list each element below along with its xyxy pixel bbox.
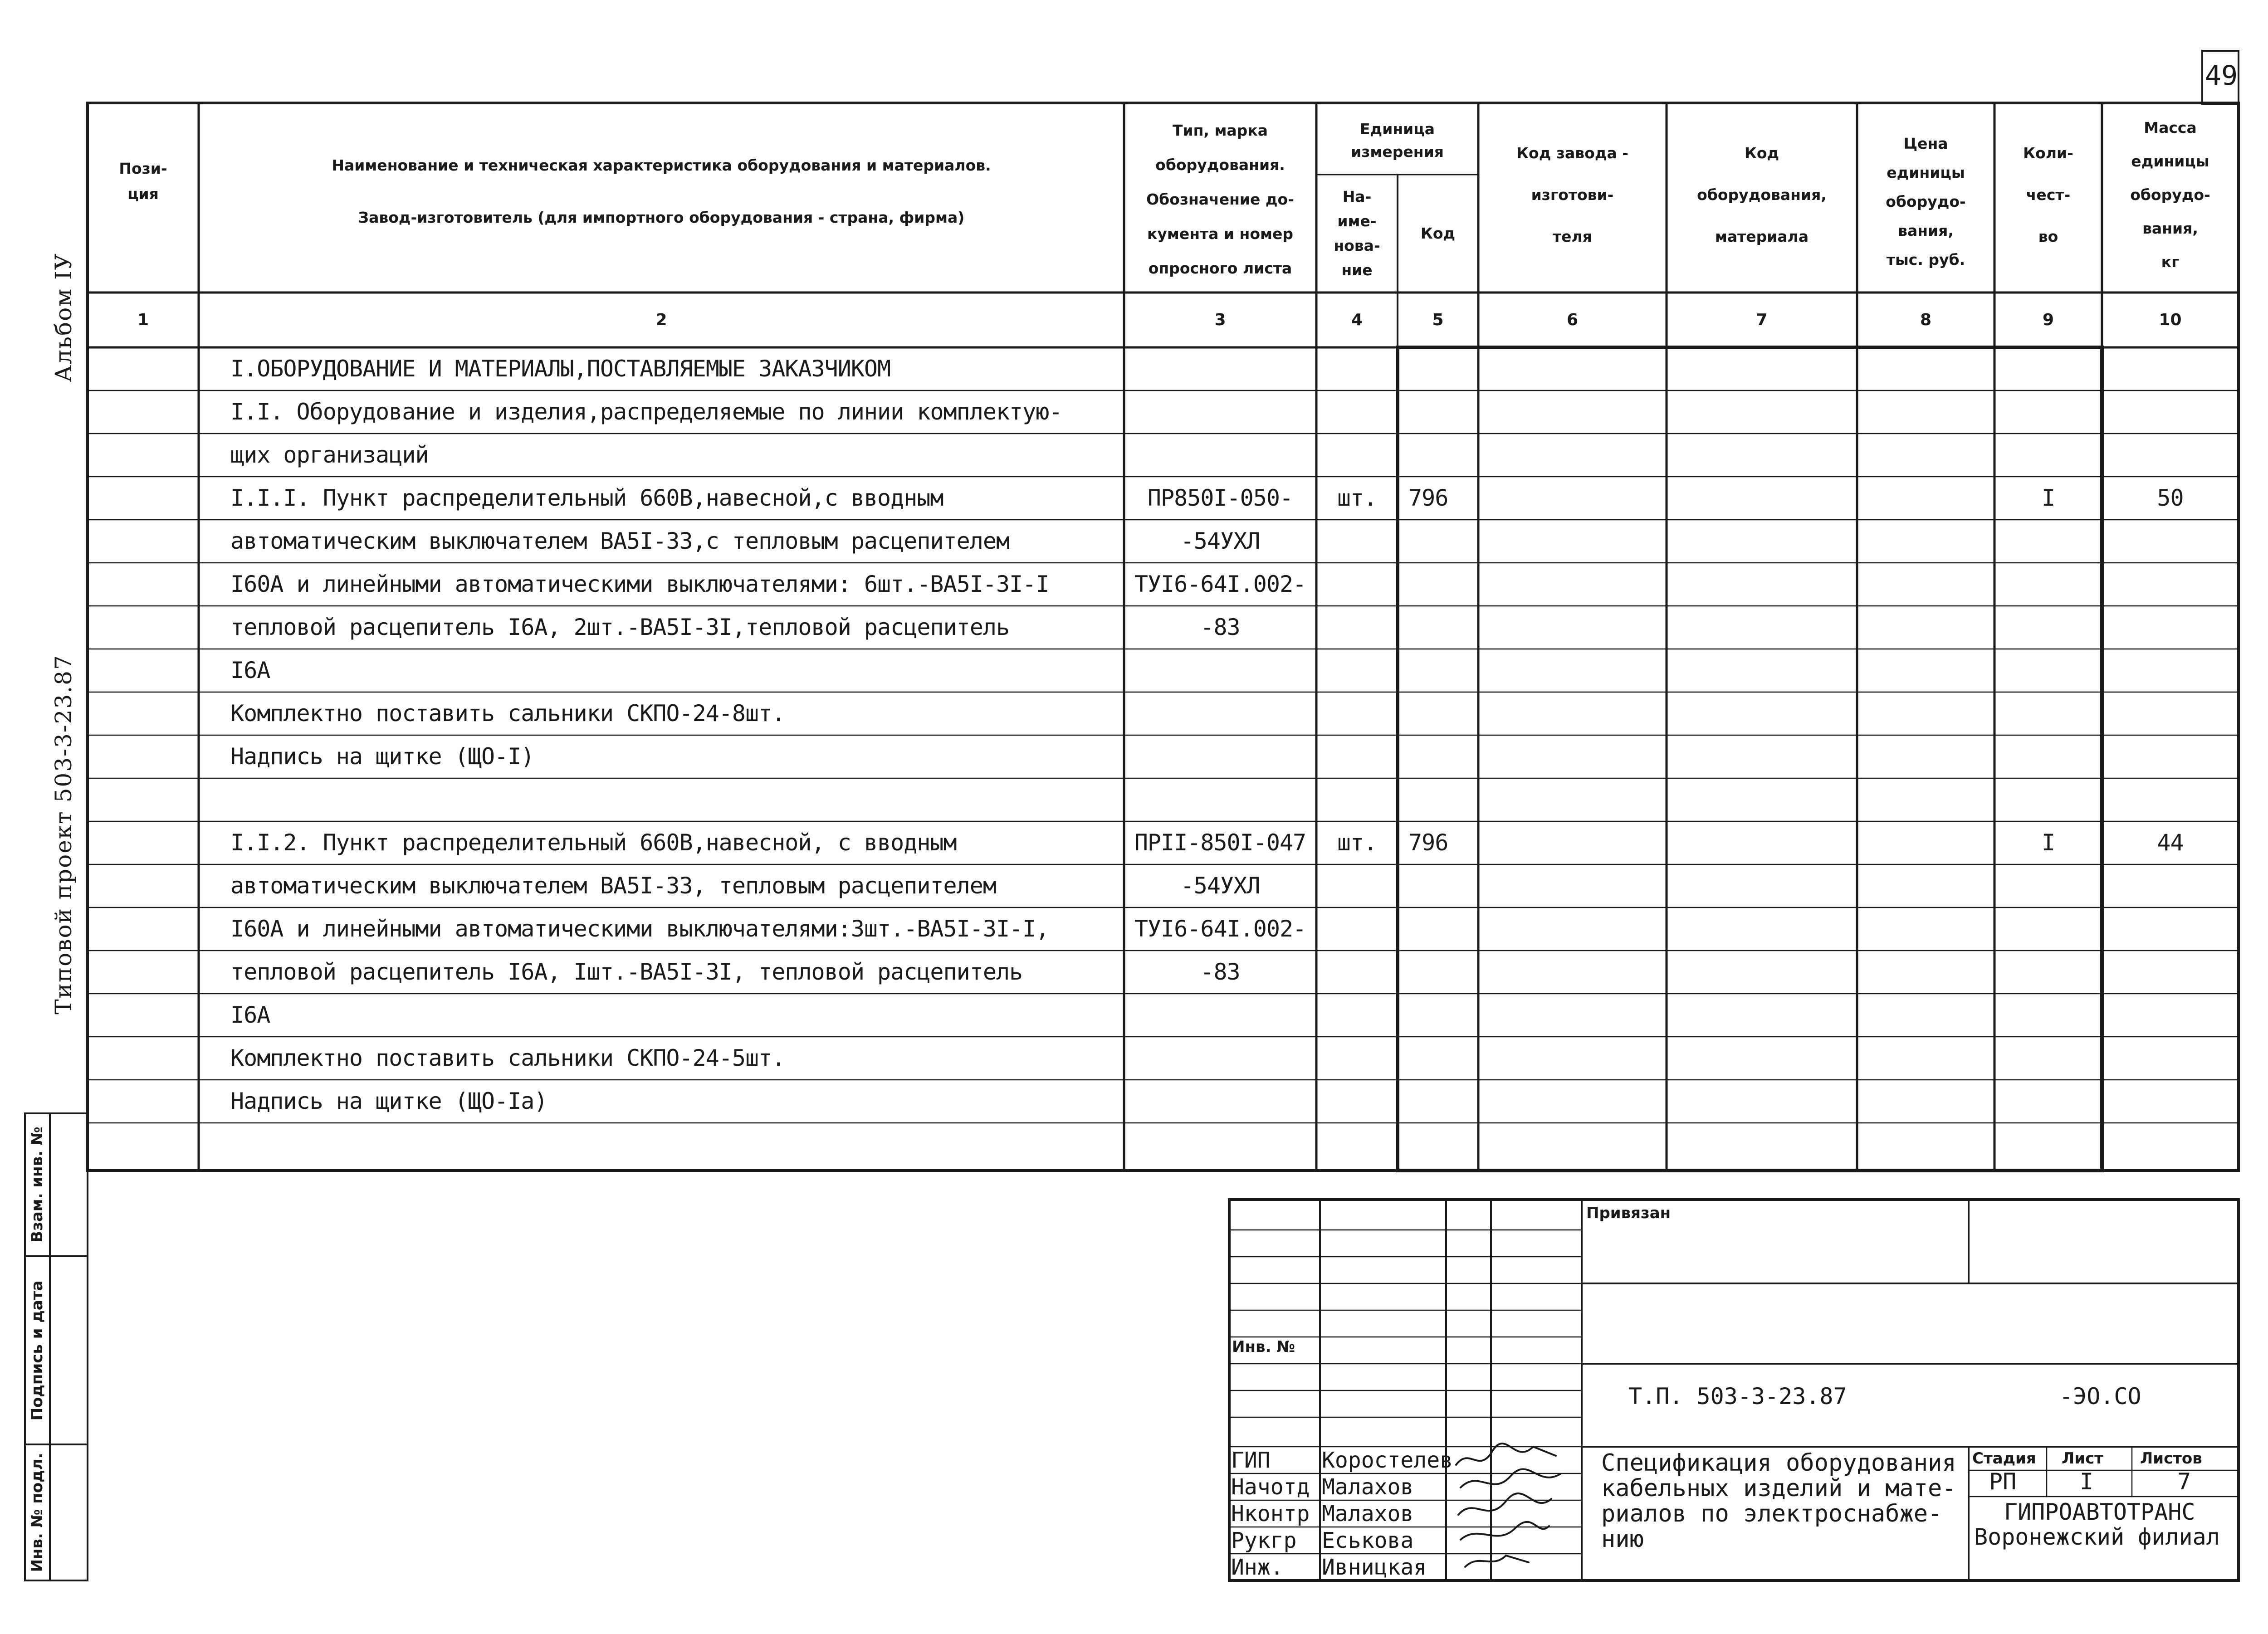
- cell-c10: [2102, 563, 2239, 606]
- cell-c4: [1316, 434, 1398, 477]
- cell-c9: [1994, 864, 2102, 907]
- cell-c9: [1994, 1123, 2102, 1166]
- column-number-10: 10: [2159, 311, 2182, 329]
- column-number-5: 5: [1432, 311, 1444, 329]
- cell-c10: [2102, 907, 2239, 951]
- cell-c9: [1994, 994, 2102, 1037]
- header-price: Цена единицы оборудо- вания, тыс. руб.: [1886, 135, 1966, 268]
- page-number: 49: [2204, 60, 2238, 92]
- cell-c5: [1408, 692, 1476, 735]
- header-factory-code: Код завода - изготови- теля: [1516, 144, 1628, 245]
- column-number-4: 4: [1351, 311, 1363, 329]
- cell-c5: [1408, 390, 1476, 434]
- sheet-title: Спецификация оборудования кабельных изделий и мате- риалов по электроснабже- нию: [1601, 1449, 1956, 1553]
- cell-c2: щих организаций: [230, 442, 429, 468]
- cell-c2: I.I.I. Пункт распределительный 660В,навесной,с вводным: [230, 485, 943, 511]
- cell-c4: [1316, 778, 1398, 821]
- cell-c2: Надпись на щитке (ЩО-I): [230, 743, 534, 770]
- cell-c3: ТУI6-64I.002-: [1134, 571, 1306, 597]
- cell-c3: ТУI6-64I.002-: [1134, 916, 1306, 942]
- cell-c5: [1408, 1123, 1476, 1166]
- signature-name: Ивницкая: [1322, 1555, 1427, 1580]
- cell-c3: [1126, 994, 1315, 1037]
- cell-c9: [1994, 951, 2102, 994]
- header-type: Тип, марка оборудования. Обозначение до- кумента и номер опросного листа: [1146, 122, 1294, 277]
- cell-c5: [1408, 864, 1476, 907]
- cell-c2: I6A: [230, 657, 270, 683]
- cell-c2: тепловой расцепитель I6A, 2шт.-ВА5I-3I,тепловой расцепитель: [230, 614, 1010, 640]
- cell-c10: [2102, 649, 2239, 692]
- cell-c5: [1408, 347, 1476, 390]
- header-unit: Единица измерения: [1351, 120, 1444, 161]
- cell-c5: [1408, 735, 1476, 778]
- cell-c9: [1994, 649, 2102, 692]
- cell-c4: [1316, 390, 1398, 434]
- cell-c9: [1994, 606, 2102, 649]
- cell-c10: [2102, 951, 2239, 994]
- cell-c4: [1316, 347, 1398, 390]
- cell-c9: [1994, 735, 2102, 778]
- cell-c3: [1126, 1123, 1315, 1166]
- cell-c5: [1408, 563, 1476, 606]
- organization-branch: Воронежский филиал: [1974, 1524, 2220, 1550]
- cell-c10: [2102, 1123, 2239, 1166]
- column-number-6: 6: [1566, 311, 1579, 329]
- cell-c3: [1126, 347, 1315, 390]
- cell-c9: [1994, 563, 2102, 606]
- cell-c4: шт.: [1337, 829, 1377, 856]
- cell-c9: [1994, 347, 2102, 390]
- stamp-inv-repl-label: Взам. инв. №: [28, 1127, 46, 1243]
- cell-c4: [1316, 994, 1398, 1037]
- cell-c5: 796: [1408, 485, 1448, 511]
- cell-c4: [1316, 951, 1398, 994]
- cell-c2: [230, 778, 1119, 821]
- signature-role: ГИП: [1231, 1448, 1271, 1473]
- cell-c3: [1126, 1037, 1315, 1080]
- cell-c5: [1408, 1080, 1476, 1123]
- cell-c10: [2102, 1080, 2239, 1123]
- cell-c4: [1316, 1037, 1398, 1080]
- cell-c9: [1994, 520, 2102, 563]
- sheets-value: 7: [2177, 1468, 2191, 1495]
- document-suffix: -ЭО.СО: [2059, 1383, 2141, 1410]
- cell-c3: [1126, 434, 1315, 477]
- cell-c2: I.ОБОРУДОВАНИЕ И МАТЕРИАЛЫ,ПОСТАВЛЯЕМЫЕ ЗАКАЗЧИКОМ: [230, 356, 891, 382]
- cell-c10: [2102, 434, 2239, 477]
- column-number-1: 1: [137, 311, 149, 329]
- signature-role: Рукгр: [1231, 1528, 1297, 1553]
- cell-c10: [2102, 520, 2239, 563]
- cell-c4: [1316, 735, 1398, 778]
- cell-c10: [2102, 390, 2239, 434]
- header-name-line1: Наименование и техническая характеристика оборудования и материалов.: [332, 156, 991, 174]
- cell-c2: [230, 1123, 1119, 1166]
- cell-c5: [1408, 434, 1476, 477]
- cell-c3: [1126, 735, 1315, 778]
- header-mass: Масса единицы оборудо- вания, кг: [2130, 119, 2210, 271]
- cell-c2: Комплектно поставить сальники СКПО-24-8шт.: [230, 700, 785, 727]
- cell-c2: I.I. Оборудование и изделия,распределяемые по линии комплектую-: [230, 399, 1062, 425]
- cell-c5: [1408, 606, 1476, 649]
- header-name-line2: Завод-изготовитель (для импортного оборудования - страна, фирма): [358, 209, 965, 226]
- cell-c9: [1994, 434, 2102, 477]
- cell-c2: тепловой расцепитель I6A, Iшт.-ВА5I-3I, тепловой расцепитель: [230, 959, 1023, 985]
- header-equipment-code: Код оборудования, материала: [1697, 144, 1827, 245]
- signature-name: Малахов: [1322, 1474, 1414, 1500]
- project-label: Типовой проект 503-3-23.87: [50, 654, 77, 1015]
- cell-c4: [1316, 1123, 1398, 1166]
- cell-c10: [2102, 778, 2239, 821]
- cell-c4: шт.: [1337, 485, 1377, 511]
- cell-c5: [1408, 951, 1476, 994]
- cell-c5: 796: [1408, 829, 1448, 856]
- handwritten-signatures: [1452, 1438, 1569, 1574]
- cell-c4: [1316, 907, 1398, 951]
- signature-name: Коростелев: [1322, 1448, 1453, 1473]
- bound-label: Привязан: [1586, 1204, 1671, 1222]
- sheet-label: Лист: [2062, 1449, 2103, 1468]
- cell-c2: I60A и линейными автоматическими выключателями: 6шт.-ВА5I-3I-I: [230, 571, 1049, 597]
- column-number-7: 7: [1756, 311, 1768, 329]
- cell-c3: -83: [1200, 614, 1240, 640]
- sheets-label: Листов: [2140, 1449, 2202, 1468]
- cell-c9: [1994, 1037, 2102, 1080]
- cell-c10: [2102, 994, 2239, 1037]
- cell-c3: -54УХЛ: [1180, 873, 1260, 899]
- cell-c9: [1994, 1080, 2102, 1123]
- cell-c5: [1408, 994, 1476, 1037]
- cell-c4: [1316, 649, 1398, 692]
- stamp-inv-orig-label: Инв. № подл.: [28, 1453, 46, 1572]
- cell-c2: I60A и линейными автоматическими выключателями:3шт.-ВА5I-3I-I,: [230, 916, 1049, 942]
- cell-c2: Надпись на щитке (ЩО-Iа): [230, 1088, 547, 1114]
- column-number-3: 3: [1214, 311, 1226, 329]
- cell-c3: ПР850I-050-: [1147, 485, 1293, 511]
- header-unit-name: На- име- нова- ние: [1334, 188, 1380, 279]
- signature-role: Начотд: [1231, 1474, 1310, 1500]
- cell-c4: [1316, 692, 1398, 735]
- cell-c3: [1126, 649, 1315, 692]
- cell-c2: автоматическим выключателем ВА5I-33,с тепловым расцепителем: [230, 528, 1010, 554]
- cell-c2: Комплектно поставить сальники СКПО-24-5шт.: [230, 1045, 785, 1071]
- cell-c10: [2102, 606, 2239, 649]
- cell-c10: [2102, 1037, 2239, 1080]
- album-label: Альбом IУ: [50, 253, 77, 382]
- cell-c3: -54УХЛ: [1180, 528, 1260, 554]
- inv-number-label: Инв. №: [1232, 1338, 1295, 1356]
- cell-c9: [1994, 692, 2102, 735]
- cell-c9: [1994, 907, 2102, 951]
- cell-c3: [1126, 692, 1315, 735]
- cell-c4: [1316, 563, 1398, 606]
- organization-name: ГИПРОАВТОТРАНС: [2004, 1499, 2195, 1525]
- cell-c2: I6A: [230, 1002, 270, 1028]
- cell-c4: [1316, 1080, 1398, 1123]
- sheet-value: I: [2080, 1468, 2094, 1495]
- cell-c5: [1408, 907, 1476, 951]
- cell-c5: [1408, 520, 1476, 563]
- cell-c10: 50: [2157, 485, 2184, 511]
- cell-c5: [1408, 1037, 1476, 1080]
- cell-c10: [2102, 864, 2239, 907]
- cell-c9: [1994, 390, 2102, 434]
- cell-c3: [1126, 1080, 1315, 1123]
- cell-c10: [2102, 735, 2239, 778]
- column-number-2: 2: [655, 311, 667, 329]
- header-quantity: Коли- чест- во: [2023, 144, 2073, 245]
- cell-c10: [2102, 692, 2239, 735]
- cell-c5: [1408, 778, 1476, 821]
- column-number-9: 9: [2042, 311, 2054, 329]
- cell-c9: [1994, 778, 2102, 821]
- cell-c3: -83: [1200, 959, 1240, 985]
- cell-c2: автоматическим выключателем ВА5I-33, тепловым расцепителем: [230, 873, 996, 899]
- cell-c2: I.I.2. Пункт распределительный 660В,навесной, с вводным: [230, 829, 957, 856]
- cell-c9: I: [2041, 829, 2055, 856]
- signature-name: Малахов: [1322, 1501, 1414, 1527]
- cell-c4: [1316, 606, 1398, 649]
- cell-c5: [1408, 649, 1476, 692]
- header-unit-code: Код: [1420, 224, 1456, 242]
- cell-c10: [2102, 347, 2239, 390]
- stage-label: Стадия: [1972, 1449, 2036, 1468]
- column-number-8: 8: [1920, 311, 1932, 329]
- cell-c4: [1316, 520, 1398, 563]
- stage-value: РП: [1989, 1468, 2017, 1495]
- document-code: Т.П. 503-3-23.87: [1628, 1383, 1847, 1410]
- cell-c10: 44: [2157, 829, 2184, 856]
- signature-role: Нконтр: [1231, 1501, 1310, 1527]
- cell-c9: I: [2041, 485, 2055, 511]
- signature-role: Инж.: [1231, 1555, 1284, 1580]
- stamp-sign-date-label: Подпись и дата: [28, 1280, 46, 1421]
- cell-c3: ПРII-850I-047: [1134, 829, 1306, 856]
- signature-name: Еськова: [1322, 1528, 1414, 1553]
- cell-c3: [1126, 778, 1315, 821]
- header-position: Пози- ция: [119, 160, 167, 203]
- cell-c4: [1316, 864, 1398, 907]
- cell-c3: [1126, 390, 1315, 434]
